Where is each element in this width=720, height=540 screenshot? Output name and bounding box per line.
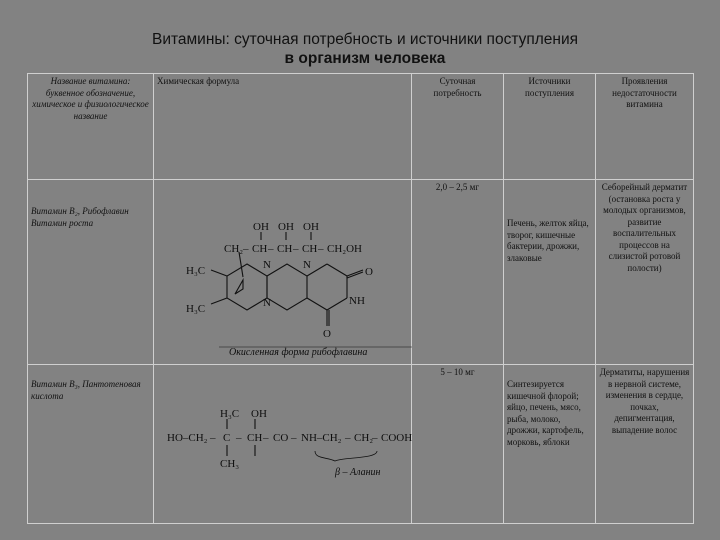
vitamins-table [27,73,694,524]
header-formula: Химическая формула [154,74,412,180]
header-deficiency: Проявления недостаточности витамина [596,74,694,180]
ring-n-2: N [263,297,271,309]
ribityl-ch2: CH₂ [224,243,244,255]
dash-a: – [210,432,216,444]
ribityl-ch-3: CH [302,243,318,255]
c-methyl-lower: CH₃ [220,458,240,470]
ribityl-oh-1: OH [253,221,269,233]
ring-nh: NH [349,295,365,307]
slide-title [60,30,670,68]
nh-ch2: NH–CH₂ [301,432,342,444]
dash-f: – [372,432,378,444]
cooh: COOH [381,432,413,444]
ribityl-dash-3: – [293,243,299,255]
title-line-2: в организм человека [284,50,446,67]
dash-d: – [291,432,297,444]
formula-pantothenic [154,365,412,524]
vitamin-name-b3: Витамин B₃, Пантотеновая кислота [28,365,154,524]
need-b3: 5 – 10 мг [412,365,504,524]
formula-riboflavin [154,180,412,365]
riboflavin-caption: Окисленная форма рибофлавина [229,347,368,358]
dash-c: – [263,432,269,444]
header-need: Суточная потребность [412,74,504,180]
pantothenic-acid-structure [157,367,415,521]
ch-hydroxy: CH [247,432,263,444]
methyl-1: H₃C [186,265,206,277]
carbonyl-o-1: O [365,266,373,278]
need-b2: 2,0 – 2,5 мг [412,180,504,365]
ch2-beta: CH₂ [354,432,374,444]
table-row [28,365,694,524]
ribityl-dash-2: – [268,243,274,255]
ribityl-dash-1: – [243,243,249,255]
riboflavin-structure [157,182,415,362]
ribityl-ch-1: CH [252,243,268,255]
ring-n-1: N [263,259,271,271]
carbonyl-o-2: O [323,328,331,340]
ring-n-3: N [303,259,311,271]
deficiency-b2: Себорейный дерматит (остановка роста у молодых организмов, развитие воспалительных процессов на слизистой ротовой полости) [596,180,694,365]
dash-e: – [345,432,351,444]
methyl-2: H₃C [186,303,206,315]
ribityl-oh-3: OH [303,221,319,233]
ribityl-oh-2: OH [278,221,294,233]
table-row [28,180,694,365]
header-name: Название витамина: буквенное обозначение, химическое и физиологическое название [28,74,154,180]
c-quaternary: C [223,432,231,444]
ribityl-dash-4: – [318,243,324,255]
vitamin-name-b2: Витамин B₂, Рибофлавин Витамин роста [28,180,154,365]
ribityl-ch-2: CH [277,243,293,255]
ribityl-ch2oh: CH₂OH [327,243,363,255]
beta-alanine-caption: β – Аланин [335,467,381,478]
oh-upper: OH [251,408,267,420]
sources-b2: Печень, желток яйца, творог, кишечные бактерии, дрожжи, злаковые [504,180,596,365]
ho-ch2: HO–CH₂ [167,432,208,444]
c-methyl-upper: H₃C [220,408,240,420]
dash-b: – [236,432,242,444]
table-header-row [28,74,694,180]
deficiency-b3: Дерматиты, нарушения в нервной системе, изменения в сердце, почках, депигментация, выпадение волос [596,365,694,524]
sources-b3: Синтезируется кишечной флорой; яйцо, печень, мясо, рыба, молоко, дрожжи, картофель, морковь, яблоки [504,365,596,524]
title-line-1: Витамины: суточная потребность и источники поступления [151,31,579,48]
co-amide: CO [273,432,289,444]
header-sources: Источники поступления [504,74,596,180]
